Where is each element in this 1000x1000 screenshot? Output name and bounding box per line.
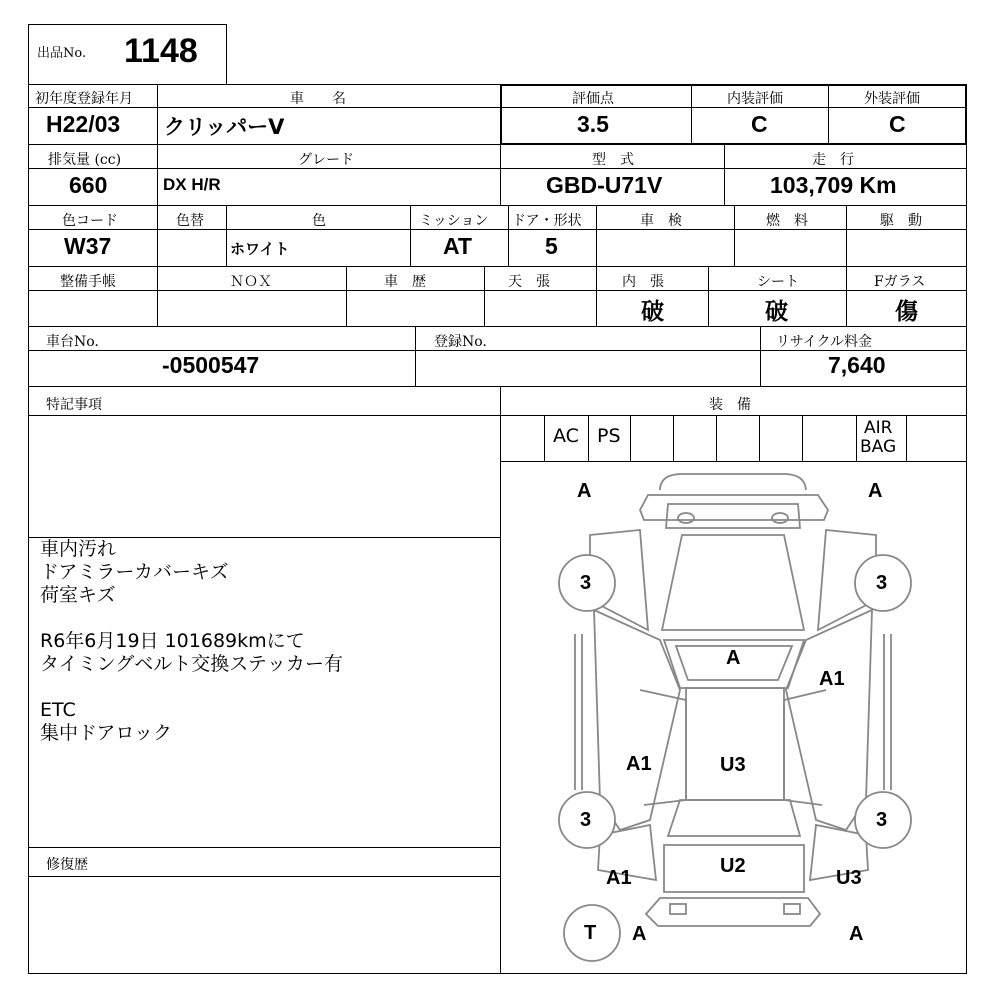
car-name-label: 車 名 — [290, 91, 346, 107]
note-line: R6年6月19日 101689kmにて — [40, 630, 305, 652]
notes-list — [40, 538, 343, 745]
grade-value: DX H/R — [163, 175, 221, 194]
lot-number-label: 出品No. — [37, 46, 87, 61]
mark-tire-rl: 3 — [580, 809, 592, 831]
mark-rear-right: U3 — [836, 867, 862, 889]
first-reg-value: H22/03 — [46, 111, 121, 137]
shaken-label: 車 検 — [640, 213, 682, 229]
displacement-value: 660 — [69, 172, 108, 198]
mark-front-left: A — [577, 480, 592, 502]
rule — [28, 205, 967, 206]
inner-roof-label: 内 張 — [622, 274, 664, 290]
rule — [28, 229, 967, 230]
color-code-label: 色コード — [62, 213, 118, 229]
rule — [544, 416, 545, 461]
mark-tire-fr: 3 — [876, 572, 888, 594]
rule — [484, 267, 485, 326]
mark-back-door: U2 — [720, 855, 746, 877]
color-code-value: W37 — [64, 233, 112, 259]
equip-airbag-1: AIR — [864, 418, 893, 438]
exterior-value: C — [889, 111, 906, 137]
note-line: タイミングベルト交換ステッカー有 — [40, 653, 343, 675]
color-label: 色 — [312, 213, 326, 229]
seat-value: 破 — [765, 299, 788, 325]
sunroof-label: 天 張 — [508, 274, 550, 290]
inner-roof-value: 破 — [641, 299, 664, 325]
mileage-value: 103,709 Km — [770, 172, 897, 198]
rule — [802, 416, 803, 461]
maintenance-label: 整備手帳 — [60, 274, 116, 290]
door-value: 5 — [545, 233, 558, 259]
repair-label: 修復歴 — [46, 857, 88, 873]
rule — [28, 876, 500, 877]
mark-front-right: A — [868, 480, 883, 502]
fuel-label: 燃 料 — [766, 213, 808, 229]
nox-label: ＮＯＸ — [230, 274, 272, 290]
mark-rear-bumper-left: A — [632, 923, 647, 945]
fglass-label: Fガラス — [874, 274, 926, 290]
rule — [346, 267, 347, 326]
seat-label: シート — [757, 274, 799, 290]
recycle-label: リサイクル料金 — [776, 334, 873, 350]
grade-label: グレード — [298, 152, 354, 168]
rule — [673, 416, 674, 461]
rule — [630, 416, 631, 461]
rule — [28, 386, 967, 387]
rule — [760, 327, 761, 386]
rule — [500, 145, 501, 205]
note-line: ETC — [40, 699, 76, 721]
car-diagram — [501, 462, 966, 973]
equip-ps: PS — [597, 425, 621, 447]
rule — [28, 290, 967, 291]
mission-label: ミッション — [419, 213, 489, 229]
rule — [28, 266, 967, 267]
rule — [691, 84, 692, 145]
rule — [508, 206, 509, 266]
exterior-label: 外装評価 — [864, 91, 920, 107]
note-line: 荷室キズ — [40, 584, 116, 606]
first-reg-label: 初年度登録年月 — [35, 91, 133, 107]
drive-label: 駆 動 — [880, 213, 922, 229]
rule — [410, 206, 411, 266]
reg-no-label: 登録No. — [434, 334, 487, 350]
rule — [759, 416, 760, 461]
mission-value: AT — [443, 233, 472, 259]
rule — [828, 84, 829, 145]
note-line: ドアミラーカバーキズ — [40, 561, 229, 583]
model-label: 型 式 — [592, 152, 634, 168]
rule — [846, 206, 847, 266]
equip-airbag-2: BAG — [860, 437, 897, 457]
note-line: 集中ドアロック — [40, 722, 173, 744]
mark-tire-fl: 3 — [580, 572, 592, 594]
notes-label: 特記事項 — [46, 397, 102, 413]
rule — [415, 327, 416, 386]
rule — [28, 415, 967, 416]
rule — [157, 145, 158, 205]
note-line — [40, 676, 343, 699]
rule — [716, 416, 717, 461]
mark-windshield: A — [726, 647, 741, 669]
equipment-label: 装 備 — [709, 397, 751, 413]
mark-left-side: A1 — [626, 753, 652, 775]
rule — [734, 206, 735, 266]
rule — [157, 84, 158, 145]
mark-spare-tire: T — [584, 922, 597, 944]
rule — [28, 847, 500, 848]
displacement-label: 排気量 (cc) — [48, 152, 122, 168]
note-line — [40, 607, 343, 630]
fglass-value: 傷 — [895, 299, 918, 325]
mark-tire-rr: 3 — [876, 809, 888, 831]
mileage-label: 走 行 — [812, 152, 854, 168]
interior-label: 内装評価 — [727, 91, 783, 107]
rule — [596, 267, 597, 326]
color-value: ホワイト — [230, 240, 290, 258]
rule — [906, 416, 907, 461]
color-change-label: 色替 — [176, 213, 204, 229]
rule — [846, 267, 847, 326]
rule — [226, 206, 227, 266]
car-name-value: クリッパーV — [164, 115, 285, 139]
rule — [596, 206, 597, 266]
equip-ac: AC — [553, 425, 579, 447]
score-label: 評価点 — [572, 91, 614, 107]
history-label: 車 歴 — [384, 274, 426, 290]
mark-right-front-door: A1 — [819, 668, 845, 690]
rule — [856, 416, 857, 461]
model-value: GBD-U71V — [546, 172, 663, 198]
rule — [157, 267, 158, 326]
rule — [724, 145, 725, 205]
mark-rear-left: A1 — [606, 867, 632, 889]
note-line: 車内汚れ — [40, 538, 117, 560]
recycle-value: 7,640 — [828, 352, 886, 378]
mark-rear-bumper-right: A — [849, 923, 864, 945]
rule — [157, 206, 158, 266]
lot-number: 1148 — [124, 32, 198, 70]
rule — [28, 326, 967, 327]
chassis-no-label: 車台No. — [46, 334, 99, 350]
interior-value: C — [751, 111, 768, 137]
score-value: 3.5 — [577, 111, 609, 137]
rule — [588, 416, 589, 461]
chassis-no-value: -0500547 — [162, 352, 260, 378]
rule — [708, 267, 709, 326]
mark-roof: U3 — [720, 754, 746, 776]
door-label: ドア・形状 — [512, 213, 582, 229]
